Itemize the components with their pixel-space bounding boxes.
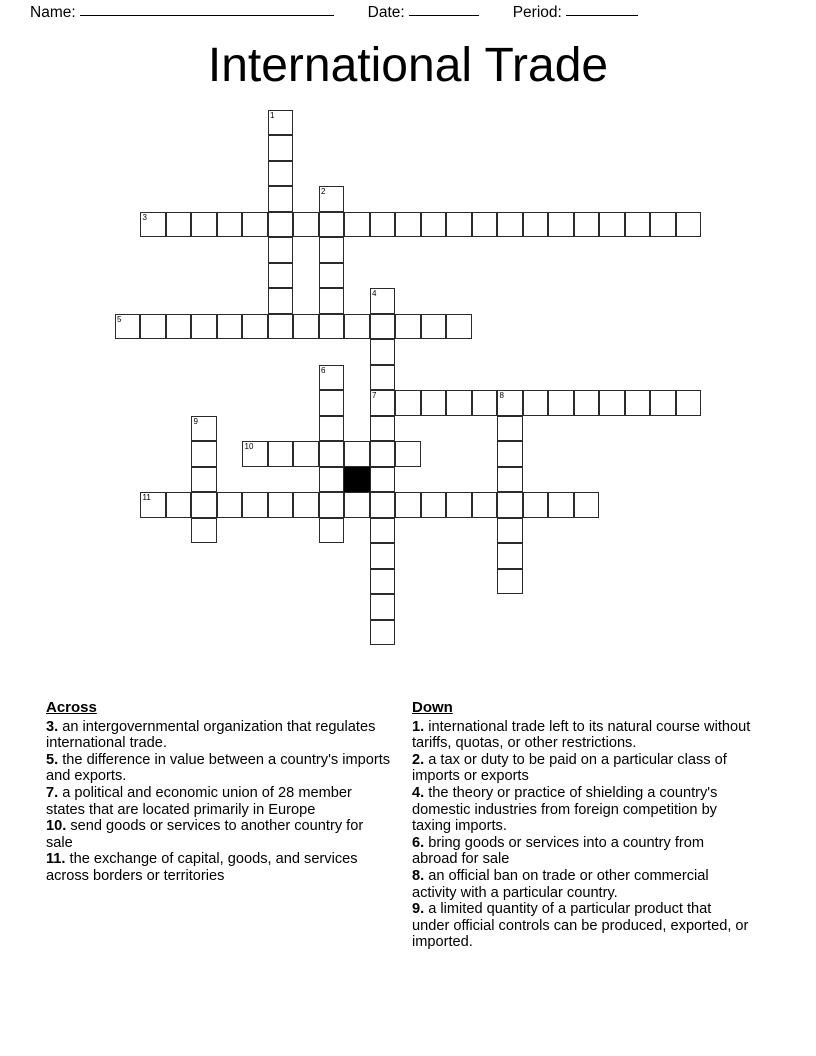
grid-cell[interactable] (446, 492, 472, 518)
clue-item-down-1 (412, 719, 752, 752)
clue-text: a tax or duty to be paid on a particular class of imports or exports (412, 751, 727, 785)
clue-number: 11. (46, 851, 66, 868)
grid-cell[interactable] (523, 212, 549, 238)
grid-cell-number: 9 (193, 416, 198, 426)
clue-item-across-11 (46, 851, 391, 884)
down-clue-list (412, 719, 752, 951)
clue-number: 3. (46, 718, 59, 735)
grid-cell[interactable] (319, 288, 345, 314)
grid-cell[interactable] (370, 314, 396, 340)
grid-cell[interactable] (370, 467, 396, 493)
grid-cell[interactable] (370, 390, 396, 416)
grid-cell[interactable] (395, 441, 421, 467)
grid-cell[interactable] (319, 237, 345, 263)
clue-item-down-8 (412, 868, 752, 901)
grid-cell[interactable] (370, 339, 396, 365)
grid-cell[interactable] (574, 390, 600, 416)
grid-cell[interactable] (370, 543, 396, 569)
grid-cell[interactable] (319, 212, 345, 238)
clue-text: bring goods or services into a country from abroad for sale (412, 834, 705, 868)
clue-number: 10. (46, 818, 67, 835)
grid-cell[interactable] (268, 212, 294, 238)
grid-cell[interactable] (191, 314, 217, 340)
grid-cell[interactable] (217, 314, 243, 340)
across-clue-list (46, 719, 391, 885)
grid-cell[interactable] (523, 390, 549, 416)
grid-cell[interactable] (268, 186, 294, 212)
grid-cell[interactable] (293, 441, 319, 467)
grid-cell[interactable] (344, 441, 370, 467)
clue-item-across-3 (46, 719, 391, 752)
grid-cell[interactable] (166, 314, 192, 340)
grid-cell[interactable] (650, 212, 676, 238)
grid-cell[interactable] (370, 569, 396, 595)
clue-number: 5. (46, 751, 59, 768)
date-label: Date: (367, 4, 405, 21)
grid-cell-number: 7 (372, 391, 377, 400)
grid-cell[interactable] (191, 416, 217, 442)
grid-cell[interactable] (548, 390, 574, 416)
grid-cell[interactable] (268, 110, 294, 136)
grid-cell-number: 6 (321, 365, 326, 375)
grid-cell[interactable] (191, 467, 217, 493)
grid-cell[interactable] (293, 212, 319, 238)
name-label: Name: (30, 4, 76, 21)
grid-cell[interactable] (370, 212, 396, 238)
grid-cell-number: 1 (270, 110, 275, 120)
grid-cell[interactable] (268, 237, 294, 263)
clue-item-down-9 (412, 901, 752, 951)
grid-cell[interactable] (268, 492, 294, 518)
grid-cell[interactable] (140, 212, 166, 238)
grid-cell[interactable] (370, 365, 396, 391)
grid-cell[interactable] (625, 212, 651, 238)
grid-cell[interactable] (242, 212, 268, 238)
grid-cell[interactable] (497, 212, 523, 238)
grid-cell[interactable] (319, 263, 345, 289)
grid-cell[interactable] (421, 212, 447, 238)
grid-cell[interactable] (140, 492, 166, 518)
grid-cell[interactable] (319, 186, 345, 212)
down-clue-column (412, 700, 752, 951)
grid-cell[interactable] (268, 441, 294, 467)
clue-number: 4. (412, 784, 425, 801)
grid-cell[interactable] (523, 492, 549, 518)
grid-cell[interactable] (599, 390, 625, 416)
page-title: International Trade (207, 39, 609, 92)
grid-cell[interactable] (268, 288, 294, 314)
down-heading: Down (412, 699, 453, 716)
grid-cell[interactable] (319, 390, 345, 416)
grid-cell[interactable] (446, 314, 472, 340)
clue-text: international trade left to its natural course without tariffs, quotas, or other restrictions. (412, 718, 751, 752)
grid-cell[interactable] (217, 492, 243, 518)
grid-cell[interactable] (115, 314, 141, 340)
grid-cell[interactable] (625, 390, 651, 416)
grid-cell-number: 8 (499, 391, 504, 400)
grid-cell[interactable] (140, 314, 166, 340)
grid-cell-number: 4 (372, 289, 377, 298)
grid-cell[interactable] (344, 212, 370, 238)
grid-cell[interactable] (497, 390, 523, 416)
clue-text: the exchange of capital, goods, and services across borders or territories (46, 851, 358, 884)
clue-text: an official ban on trade or other commercial activity with a particular country. (412, 867, 709, 901)
grid-cell[interactable] (217, 212, 243, 238)
grid-cell[interactable] (548, 212, 574, 238)
clue-text: an intergovernmental organization that regulates international trade. (46, 718, 376, 752)
clue-item-across-7 (46, 785, 391, 818)
grid-cell[interactable] (242, 441, 268, 467)
grid-cell[interactable] (191, 518, 217, 544)
clue-number: 8. (412, 867, 425, 884)
grid-cell[interactable] (421, 390, 447, 416)
grid-cell[interactable] (370, 441, 396, 467)
grid-cell[interactable] (676, 212, 702, 238)
grid-cell[interactable] (497, 518, 523, 544)
grid-cell[interactable] (268, 314, 294, 340)
grid-cell-number: 5 (117, 314, 122, 324)
grid-cell-number: 11 (142, 493, 151, 502)
grid-cell[interactable] (319, 416, 345, 442)
grid-cell[interactable] (268, 135, 294, 161)
grid-cell[interactable] (370, 416, 396, 442)
grid-cell[interactable] (191, 441, 217, 467)
clue-text: send goods or services to another country for sale (46, 818, 364, 851)
grid-cell[interactable] (268, 263, 294, 289)
grid-cell[interactable] (191, 212, 217, 238)
grid-cell[interactable] (370, 620, 396, 646)
grid-cell[interactable] (395, 492, 421, 518)
across-clue-column (46, 700, 391, 885)
grid-cell[interactable] (166, 212, 192, 238)
grid-cell[interactable] (370, 288, 396, 314)
clue-number: 6. (412, 834, 425, 851)
grid-cell[interactable] (370, 518, 396, 544)
grid-cell[interactable] (370, 594, 396, 620)
clue-text: the theory or practice of shielding a country's domestic industries from foreign competition by taxing imports. (412, 784, 718, 835)
grid-cell[interactable] (344, 314, 370, 340)
grid-cell-number: 3 (142, 212, 147, 222)
clue-item-across-10 (46, 818, 391, 851)
grid-cell[interactable] (268, 161, 294, 187)
clue-number: 7. (46, 784, 59, 801)
grid-cell[interactable] (421, 314, 447, 340)
clue-number: 1. (412, 718, 425, 735)
grid-cell-number: 2 (321, 187, 326, 196)
grid-cell[interactable] (191, 492, 217, 518)
grid-cell[interactable] (446, 212, 472, 238)
clue-item-down-2 (412, 752, 752, 785)
grid-cell[interactable] (676, 390, 702, 416)
period-label: Period: (512, 4, 562, 21)
grid-cell[interactable] (497, 492, 523, 518)
clue-text: the difference in value between a country's imports and exports. (46, 751, 391, 785)
clue-item-down-4 (412, 785, 752, 835)
grid-cell[interactable] (344, 492, 370, 518)
grid-cell[interactable] (497, 569, 523, 595)
grid-cell[interactable] (319, 365, 345, 391)
grid-cell[interactable] (319, 314, 345, 340)
grid-cell[interactable] (650, 390, 676, 416)
grid-cell-number: 10 (244, 442, 254, 451)
grid-cell[interactable] (421, 492, 447, 518)
grid-cell[interactable] (574, 492, 600, 518)
grid-cell[interactable] (319, 518, 345, 544)
clue-lists (0, 700, 816, 1000)
grid-cell[interactable] (319, 492, 345, 518)
grid-cell[interactable] (395, 390, 421, 416)
grid-cell[interactable] (472, 390, 498, 416)
grid-cell[interactable] (293, 492, 319, 518)
grid-cell[interactable] (574, 212, 600, 238)
grid-cell[interactable] (395, 212, 421, 238)
clue-number: 2. (412, 751, 425, 768)
grid-cell[interactable] (497, 543, 523, 569)
grid-cell[interactable] (548, 492, 574, 518)
grid-cell[interactable] (293, 314, 319, 340)
grid-cell[interactable] (395, 314, 421, 340)
grid-cell[interactable] (242, 492, 268, 518)
grid-cell-blocked (344, 467, 370, 493)
grid-cell[interactable] (242, 314, 268, 340)
grid-cell[interactable] (319, 467, 345, 493)
grid-cell[interactable] (370, 492, 396, 518)
grid-cell[interactable] (599, 212, 625, 238)
clue-text: a limited quantity of a particular product that under official controls can be produced, exported, or imported. (412, 901, 749, 951)
grid-cell[interactable] (472, 492, 498, 518)
grid-cell[interactable] (319, 441, 345, 467)
clue-number: 9. (412, 901, 425, 918)
clue-item-across-5 (46, 752, 391, 785)
grid-cell[interactable] (472, 212, 498, 238)
across-heading: Across (46, 699, 97, 716)
grid-cell[interactable] (497, 416, 523, 442)
grid-cell[interactable] (497, 441, 523, 467)
grid-cell[interactable] (497, 467, 523, 493)
clue-text: a political and economic union of 28 member states that are located primarily in Europe (46, 784, 352, 818)
grid-cell[interactable] (446, 390, 472, 416)
grid-cell[interactable] (166, 492, 192, 518)
clue-item-down-6 (412, 835, 752, 868)
